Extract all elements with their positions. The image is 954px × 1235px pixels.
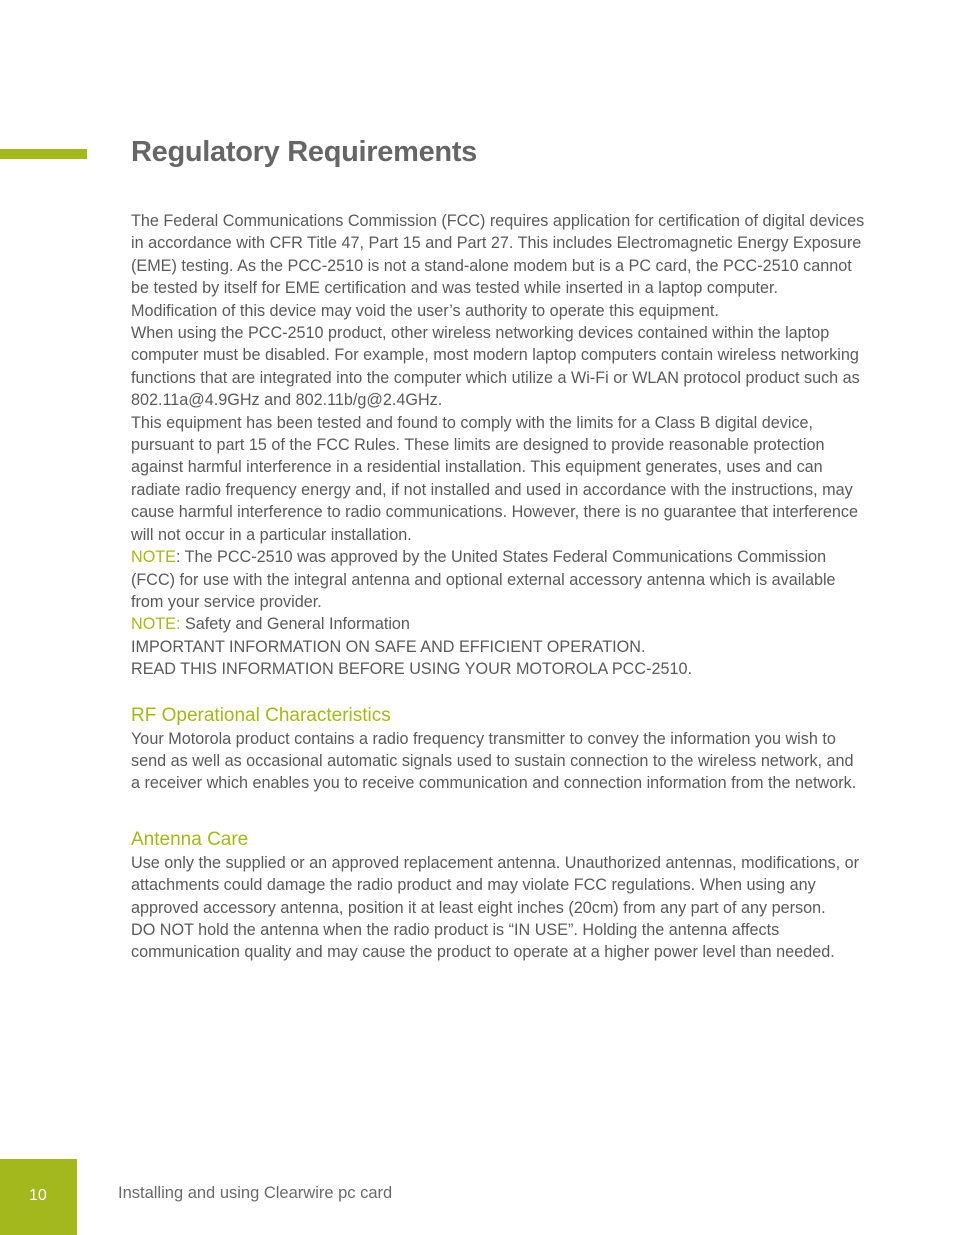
- section-heading-antenna: Antenna Care: [131, 828, 249, 850]
- paragraph-important-info: IMPORTANT INFORMATION ON SAFE AND EFFICIENT OPERATION.: [131, 637, 646, 656]
- note-safety-info: [131, 613, 866, 635]
- main-content: [131, 210, 866, 964]
- paragraph-antenna-usage: Use only the supplied or an approved replacement antenna. Unauthorized antennas, modifications, or attachments could damage the radio product and may violate FCC regulations. When using any approved accessory antenna, position it at least eight inches (20cm) from any part of any person.: [131, 853, 859, 917]
- paragraph-fcc-certification: The Federal Communications Commission (FCC) requires application for certification of digital devices in accordance with CFR Title 47, Part 15 and Part 27. This includes Electromagnetic Energy Exposure (EME) testing. As the PCC-2510 is not a stand-alone modem but is a PC card, the PCC-2510 cannot be tested by itself for EME certification and was tested while inserted in a laptop computer.: [131, 212, 865, 298]
- section-heading-rf: RF Operational Characteristics: [131, 704, 391, 726]
- note-text: Safety and General Information: [180, 615, 410, 634]
- footer-page-box: [0, 1159, 77, 1235]
- note-fcc-approval: [131, 546, 866, 613]
- paragraph-class-b-compliance: This equipment has been tested and found to comply with the limits for a Class B digital device, pursuant to part 15 of the FCC Rules. These limits are designed to provide reasonable protection against harmful interference in a residential installation. This equipment generates, uses and can radiate radio frequency energy and, if not installed and used in accordance with the instructions, may cause harmful interference to radio communications. However, there is no guarantee that interference will not occur in a particular installation.: [131, 413, 859, 544]
- spacer: [131, 681, 866, 704]
- paragraph-read-before-use: READ THIS INFORMATION BEFORE USING YOUR MOTOROLA PCC-2510.: [131, 660, 692, 679]
- paragraph-antenna-warning: DO NOT hold the antenna when the radio product is “IN USE”. Holding the antenna affects communication quality and may cause the product to operate at a higher power level than needed.: [131, 920, 835, 962]
- paragraph-wireless-devices: When using the PCC-2510 product, other wireless networking devices contained within the laptop computer must be disabled. For example, most modern laptop computers contain wireless networking functions that are integrated into the computer which utilize a Wi-Fi or WLAN protocol product such as 802.11a@4.9GHz and 802.11b/g@2.4GHz.: [131, 324, 860, 410]
- title-accent-bar: [0, 149, 87, 159]
- page-title: Regulatory Requirements: [131, 136, 478, 168]
- paragraph-modification-warning: Modification of this device may void the user’s authority to operate this equipment.: [131, 301, 719, 320]
- page-number: 10: [29, 1187, 47, 1204]
- note-label: NOTE: [131, 548, 176, 567]
- footer-title: Installing and using Clearwire pc card: [118, 1184, 393, 1202]
- note-label: NOTE:: [131, 615, 181, 634]
- note-text: : The PCC-2510 was approved by the United States Federal Communications Commission (FCC) for use with the integral antenna and optional external accessory antenna which is available from your service provider.: [131, 548, 836, 611]
- paragraph-rf-characteristics: Your Motorola product contains a radio frequency transmitter to convey the information you wish to send as well as occasional automatic signals used to sustain connection to the wireless network, and a receiver which enables you to receive communication and connection information from the network.: [131, 729, 857, 793]
- spacer: [131, 795, 866, 828]
